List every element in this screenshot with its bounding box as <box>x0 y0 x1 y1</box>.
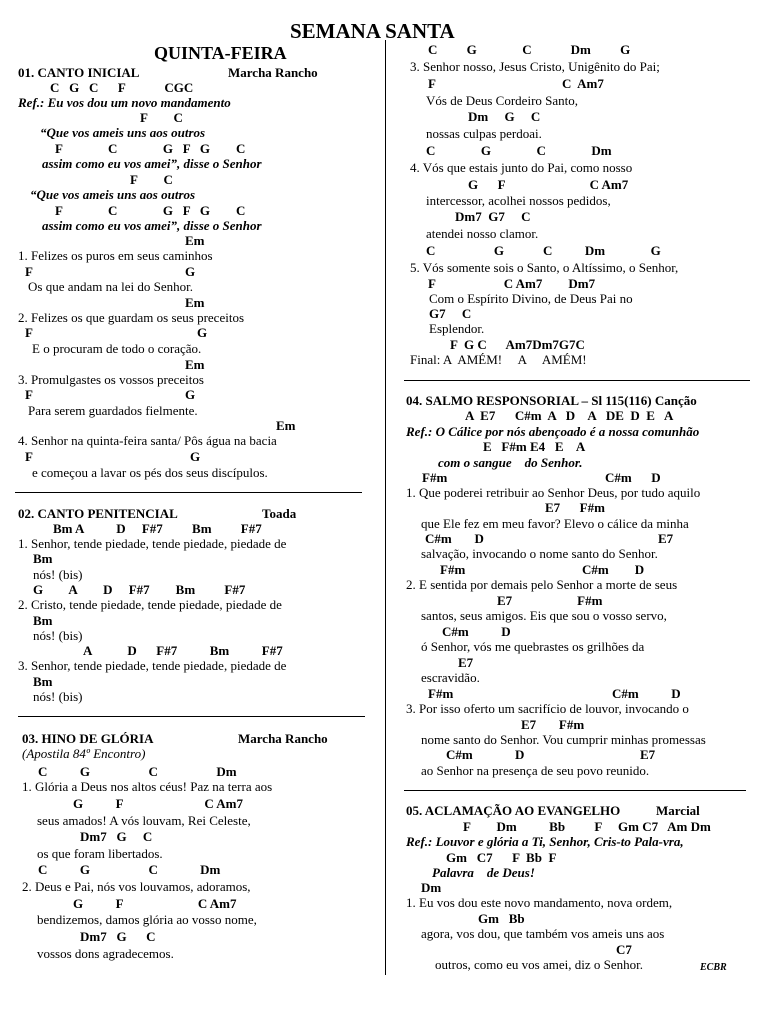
section-title: 03. HINO DE GLÓRIA <box>22 731 154 746</box>
verse-line: intercessor, acolhei nossos pedidos, <box>426 193 611 208</box>
refrain-line: com o sangue do Senhor. <box>438 455 583 470</box>
verse-line: bendizemos, damos glória ao vosso nome, <box>37 912 257 927</box>
chord-line: C#m D <box>582 562 645 577</box>
verse-line: 4. Vós que estais junto do Pai, como nosso <box>410 160 633 175</box>
chord-line: E7 F#m <box>497 593 603 608</box>
chord-line: Dm <box>421 880 442 895</box>
verse-line: nossas culpas perdoai. <box>426 126 542 141</box>
chord-line: E7 F#m <box>545 500 605 515</box>
verse-line: 3. Senhor nosso, Jesus Cristo, Unigênito do Pai; <box>410 59 660 74</box>
chord-line: F <box>25 387 33 402</box>
verse-line: 1. Glória a Deus nos altos céus! Paz na terra aos <box>22 779 273 794</box>
chord-line: C#m D <box>612 686 681 701</box>
chord-line: C G C Dm G <box>426 243 661 258</box>
chord-line: E7 <box>458 655 474 670</box>
verse-line: Com o Espírito Divino, de Deus Pai no <box>429 291 633 306</box>
verse-line: 5. Vós somente sois o Santo, o Altíssimo, o Senhor, <box>410 260 679 275</box>
verse-line: santos, seus amigos. Eis que sou o vosso servo, <box>421 608 667 623</box>
verse-line: E o procuram de todo o coração. <box>32 341 202 356</box>
verse-line: 3. Por isso oferto um sacrifício de louvor, invocando o <box>406 701 689 716</box>
section-title: 01. CANTO INICIAL <box>18 65 140 80</box>
section-divider <box>404 790 746 791</box>
verse-line: Esplendor. <box>429 321 485 336</box>
chord-line: F <box>25 325 33 340</box>
section-divider <box>18 716 365 717</box>
chord-line: Dm7 G C <box>80 929 156 944</box>
chord-line: F C <box>140 110 183 125</box>
chord-line: Dm7 G C <box>80 829 153 844</box>
signature: ECBR <box>700 962 727 973</box>
refrain-line: Ref.: Eu vos dou um novo mandamento <box>18 95 231 110</box>
chord-line: C G C Dm <box>38 764 237 779</box>
chord-line: F C Am7 Dm7 <box>428 276 596 291</box>
section-divider <box>15 492 362 493</box>
verse-line: que Ele fez em meu favor? Elevo o cálice da minha <box>421 516 689 531</box>
refrain-line: “Que vos ameis uns aos outros <box>30 187 196 202</box>
chord-line: Gm Bb <box>478 911 525 926</box>
chord-line: Bm <box>33 551 53 566</box>
chord-line: F <box>428 76 436 91</box>
refrain-line: Palavra de Deus! <box>432 865 535 880</box>
verse-line: salvação, invocando o nome santo do Senhor. <box>421 546 658 561</box>
chord-line: C#m D <box>446 747 525 762</box>
refrain-line: Ref.: O Cálice por nós abençoado é a nossa comunhão <box>406 424 700 439</box>
chord-line: F#m <box>422 470 448 485</box>
verse-line: 3. Senhor, tende piedade, tende piedade, piedade de <box>18 658 287 673</box>
verse-line: 3. Promulgastes os vossos preceitos <box>18 372 204 387</box>
verse-line: nós! (bis) <box>33 689 83 704</box>
verse-line: ó Senhor, vós me quebrastes os grilhões da <box>421 639 645 654</box>
chord-line: C G C Dm G <box>428 42 631 57</box>
chord-line: G <box>185 387 196 402</box>
verse-line: nós! (bis) <box>33 628 83 643</box>
section-title: 04. SALMO RESPONSORIAL – Sl 115(116) Canção <box>406 393 697 408</box>
verse-line: 2. Felizes os que guardam os seus preceitos <box>18 310 245 325</box>
refrain-line: assim como eu vos amei”, disse o Senhor <box>42 218 262 233</box>
verse-line: 1. Eu vos dou este novo mandamento, nova ordem, <box>406 895 673 910</box>
chord-line: F#m <box>440 562 466 577</box>
chord-line: G A D F#7 Bm F#7 <box>33 582 246 597</box>
verse-line: nome santo do Senhor. Vou cumprir minhas promessas <box>421 732 706 747</box>
chord-line: F C G F G C <box>55 141 246 156</box>
verse-line: agora, vos dou, que também vos ameis uns aos <box>421 926 665 941</box>
chord-line: C G C Dm <box>38 862 221 877</box>
column-divider <box>385 40 386 975</box>
chord-line: Bm <box>33 674 53 689</box>
verse-line: outros, como eu vos amei, diz o Senhor. <box>435 957 643 972</box>
chord-line: F Dm Bb F Gm C7 Am Dm <box>463 819 711 834</box>
chord-line: Em <box>185 233 205 248</box>
chord-line: Gm C7 F Bb F <box>446 850 557 865</box>
chord-line: F C <box>130 172 173 187</box>
section-style: Marcial <box>656 803 700 818</box>
verse-line: seus amados! A vós louvam, Rei Celeste, <box>37 813 251 828</box>
refrain-line: “Que vos ameis uns aos outros <box>40 125 206 140</box>
chord-line: F <box>25 449 33 464</box>
refrain-line: Ref.: Louvor e glória a Ti, Senhor, Cris-to Pala-vra, <box>406 834 684 849</box>
page-title: SEMANA SANTA <box>290 19 455 43</box>
chord-line: Em <box>276 418 296 433</box>
chord-line: G F C Am7 <box>468 177 629 192</box>
chord-line: Dm7 G7 C <box>455 209 531 224</box>
verse-line: 4. Senhor na quinta-feira santa/ Pôs água na bacia <box>18 433 277 448</box>
verse-line: e começou a lavar os pés dos seus discípulos. <box>32 465 268 480</box>
chord-line: G7 C <box>429 306 472 321</box>
chord-line: E7 <box>640 747 656 762</box>
chord-line: C#m D <box>442 624 511 639</box>
section-style: Marcha Rancho <box>228 65 318 80</box>
chord-line: F C G F G C <box>55 203 246 218</box>
chord-line: F <box>25 264 33 279</box>
chord-line: Dm G C <box>468 109 541 124</box>
chord-line: C#m D <box>605 470 661 485</box>
verse-line: Vós de Deus Cordeiro Santo, <box>426 93 579 108</box>
verse-line: ao Senhor na presença de seu povo reunido. <box>421 763 650 778</box>
chord-line: A D F#7 Bm F#7 <box>83 643 283 658</box>
verse-line: 1. Felizes os puros em seus caminhos <box>18 248 213 263</box>
chord-line: C#m D <box>425 531 484 546</box>
chord-line: G F C Am7 <box>73 796 243 811</box>
verse-line: 1. Que poderei retribuir ao Senhor Deus, por tudo aquilo <box>406 485 701 500</box>
verse-line: 1. Senhor, tende piedade, tende piedade, piedade de <box>18 536 287 551</box>
verse-line: atendei nosso clamor. <box>426 226 539 241</box>
verse-line: 2. E sentida por demais pelo Senhor a morte de seus <box>406 577 678 592</box>
section-style: Toada <box>262 506 297 521</box>
chord-line: E7 <box>658 531 674 546</box>
final-line: Final: A AMÉM! A AMÉM! <box>410 352 587 367</box>
chord-line: G F C Am7 <box>73 896 237 911</box>
chord-line: G <box>190 449 201 464</box>
verse-line: Para serem guardados fielmente. <box>28 403 198 418</box>
chord-line: C G C F CGC <box>50 80 194 95</box>
chord-line: Bm <box>33 613 53 628</box>
chord-line: F G C Am7Dm7G7C <box>450 337 585 352</box>
chord-line: F#m <box>428 686 454 701</box>
section-note: (Apostila 84º Encontro) <box>22 746 146 761</box>
chord-line: Bm A D F#7 Bm F#7 <box>53 521 262 536</box>
verse-line: escravidão. <box>421 670 480 685</box>
verse-line: 2. Cristo, tende piedade, tende piedade, piedade de <box>18 597 282 612</box>
chord-line: C7 <box>616 942 632 957</box>
chord-line: C G C Dm <box>426 143 612 158</box>
chord-line: E7 F#m <box>521 717 585 732</box>
chord-line: G <box>197 325 208 340</box>
chord-line: Em <box>185 357 205 372</box>
section-title: 02. CANTO PENITENCIAL <box>18 506 178 521</box>
chord-line: G <box>185 264 196 279</box>
refrain-line: assim como eu vos amei”, disse o Senhor <box>42 156 262 171</box>
verse-line: 2. Deus e Pai, nós vos louvamos, adoramos, <box>22 879 251 894</box>
chord-line: C Am7 <box>562 76 604 91</box>
chord-line: A E7 C#m A D A DE D E A <box>465 408 674 423</box>
verse-line: os que foram libertados. <box>37 846 163 861</box>
chord-line: Em <box>185 295 205 310</box>
verse-line: Os que andam na lei do Senhor. <box>28 279 193 294</box>
chord-line: E F#m E4 E A <box>483 439 586 454</box>
section-style: Marcha Rancho <box>238 731 328 746</box>
verse-line: nós! (bis) <box>33 567 83 582</box>
section-divider <box>404 380 750 381</box>
page-subtitle: QUINTA-FEIRA <box>154 43 287 63</box>
section-title: 05. ACLAMAÇÃO AO EVANGELHO <box>406 803 621 818</box>
verse-line: vossos dons agradecemos. <box>37 946 174 961</box>
